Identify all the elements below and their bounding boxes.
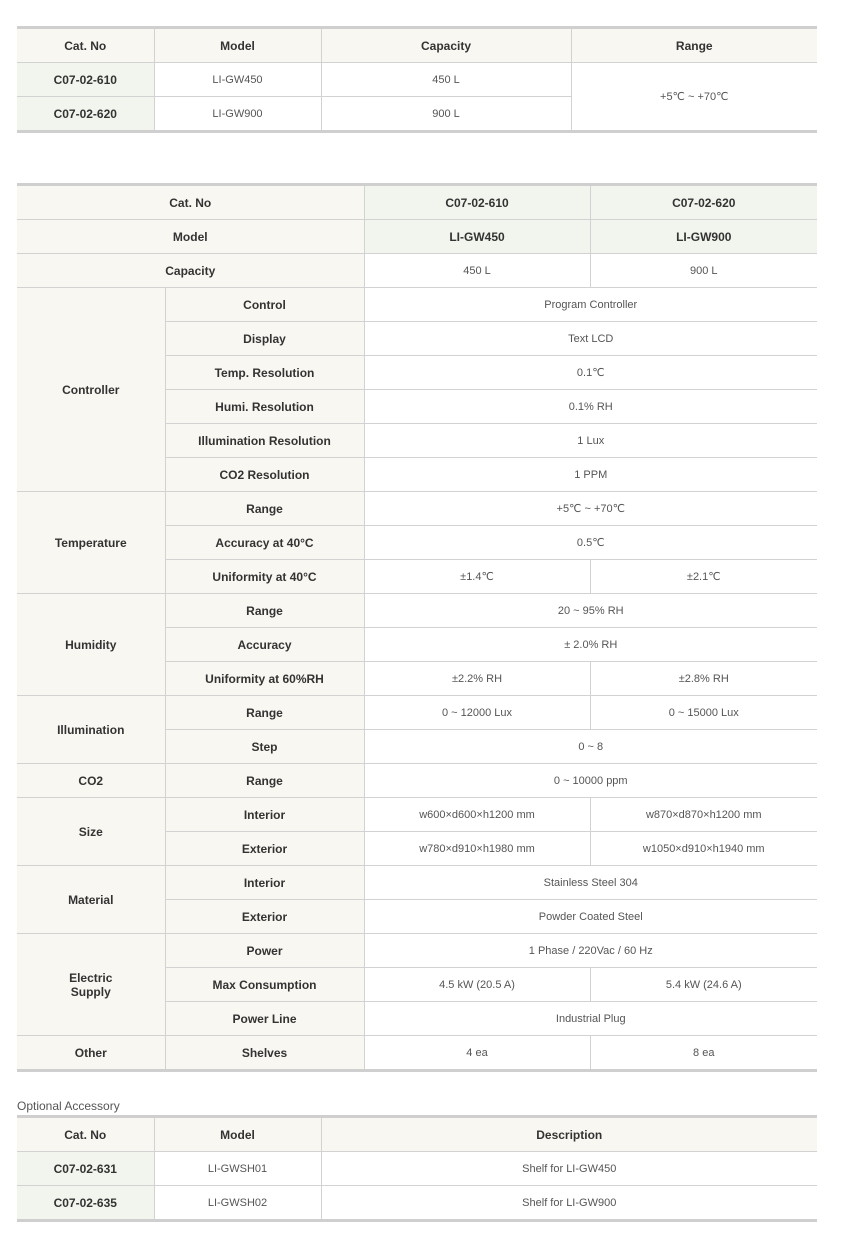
row-value: 1 PPM (364, 458, 817, 492)
row-label: Range (165, 764, 364, 798)
header-cat-no: Cat. No (17, 28, 154, 63)
row-value: +5℃ ~ +70℃ (364, 492, 817, 526)
header-cat-no: Cat. No (17, 1117, 154, 1152)
row-label: Max Consumption (165, 968, 364, 1002)
row-label: Uniformity at 60%RH (165, 662, 364, 696)
table-header-row (17, 1117, 817, 1152)
group-temperature: Temperature (17, 492, 165, 594)
row-value: w780×d910×h1980 mm (364, 832, 590, 866)
row-value: 1 Phase / 220Vac / 60 Hz (364, 934, 817, 968)
header-description: Description (321, 1117, 817, 1152)
model-gw450: LI-GW450 (364, 220, 590, 254)
table-row (17, 934, 817, 968)
row-label: Control (165, 288, 364, 322)
row-value: Powder Coated Steel (364, 900, 817, 934)
cat-no-610: C07-02-610 (364, 185, 590, 220)
row-label: Humi. Resolution (165, 390, 364, 424)
row-label: Exterior (165, 900, 364, 934)
header-capacity: Capacity (321, 28, 571, 63)
row-label: CO2 Resolution (165, 458, 364, 492)
cat-no-620: C07-02-620 (590, 185, 817, 220)
group-electric-supply (17, 934, 165, 1036)
row-label: Uniformity at 40°C (165, 560, 364, 594)
table-row (17, 1036, 817, 1071)
cat-label: Cat. No (17, 185, 364, 220)
row-value: w600×d600×h1200 mm (364, 798, 590, 832)
summary-table (17, 26, 817, 133)
table-row (17, 798, 817, 832)
row-value: w870×d870×h1200 mm (590, 798, 817, 832)
row-label: Step (165, 730, 364, 764)
header-model: Model (154, 28, 321, 63)
row-value: 1 Lux (364, 424, 817, 458)
model-gw900: LI-GW900 (590, 220, 817, 254)
group-controller: Controller (17, 288, 165, 492)
cat-no-cell: C07-02-631 (17, 1152, 154, 1186)
row-value: 8 ea (590, 1036, 817, 1071)
row-value: 5.4 kW (24.6 A) (590, 968, 817, 1002)
row-label: Power Line (165, 1002, 364, 1036)
table-header-row (17, 28, 817, 63)
group-humidity: Humidity (17, 594, 165, 696)
spec-row-capacity (17, 254, 817, 288)
row-value: ±2.2% RH (364, 662, 590, 696)
table-row (17, 594, 817, 628)
cat-no-cell: C07-02-610 (17, 63, 154, 97)
row-label: Range (165, 492, 364, 526)
model-label: Model (17, 220, 364, 254)
row-label: Power (165, 934, 364, 968)
model-cell: LI-GW900 (154, 97, 321, 132)
row-value: ±1.4℃ (364, 560, 590, 594)
spec-table (17, 183, 817, 1072)
row-label: Interior (165, 866, 364, 900)
spec-row-cat (17, 185, 817, 220)
row-label: Illumination Resolution (165, 424, 364, 458)
header-range: Range (571, 28, 817, 63)
row-label: Accuracy at 40°C (165, 526, 364, 560)
capacity-cell: 450 L (321, 63, 571, 97)
capacity-value: 900 L (590, 254, 817, 288)
row-value: ±2.1℃ (590, 560, 817, 594)
capacity-label: Capacity (17, 254, 364, 288)
accessory-caption: Optional Accessory (17, 1099, 120, 1113)
cat-no-cell: C07-02-620 (17, 97, 154, 132)
row-value: 0 ~ 10000 ppm (364, 764, 817, 798)
model-cell: LI-GWSH02 (154, 1186, 321, 1221)
model-cell: LI-GW450 (154, 63, 321, 97)
row-label: Exterior (165, 832, 364, 866)
row-value: ±2.8% RH (590, 662, 817, 696)
row-label: Range (165, 594, 364, 628)
group-other: Other (17, 1036, 165, 1071)
row-label: Temp. Resolution (165, 356, 364, 390)
table-row (17, 1186, 817, 1221)
row-label: Interior (165, 798, 364, 832)
row-value: 20 ~ 95% RH (364, 594, 817, 628)
row-value: 0 ~ 15000 Lux (590, 696, 817, 730)
accessory-table (17, 1115, 817, 1222)
group-illumination: Illumination (17, 696, 165, 764)
capacity-value: 450 L (364, 254, 590, 288)
row-value: w1050×d910×h1940 mm (590, 832, 817, 866)
group-line: Electric (69, 970, 113, 985)
table-row (17, 1152, 817, 1186)
row-value: 0.5℃ (364, 526, 817, 560)
row-value: 0 ~ 12000 Lux (364, 696, 590, 730)
description-cell: Shelf for LI-GW450 (321, 1152, 817, 1186)
row-value: Text LCD (364, 322, 817, 356)
row-value: Stainless Steel 304 (364, 866, 817, 900)
table-row (17, 63, 817, 97)
table-row (17, 866, 817, 900)
row-label: Display (165, 322, 364, 356)
model-cell: LI-GWSH01 (154, 1152, 321, 1186)
group-material: Material (17, 866, 165, 934)
range-cell: +5℃ ~ +70℃ (571, 63, 817, 132)
row-value: Program Controller (364, 288, 817, 322)
row-label: Shelves (165, 1036, 364, 1071)
description-cell: Shelf for LI-GW900 (321, 1186, 817, 1221)
table-row (17, 492, 817, 526)
row-value: 4 ea (364, 1036, 590, 1071)
group-co2: CO2 (17, 764, 165, 798)
row-value: 4.5 kW (20.5 A) (364, 968, 590, 1002)
capacity-cell: 900 L (321, 97, 571, 132)
table-row (17, 764, 817, 798)
row-value: ± 2.0% RH (364, 628, 817, 662)
cat-no-cell: C07-02-635 (17, 1186, 154, 1221)
spec-row-model (17, 220, 817, 254)
group-size: Size (17, 798, 165, 866)
table-row (17, 288, 817, 322)
row-value: Industrial Plug (364, 1002, 817, 1036)
row-value: 0.1℃ (364, 356, 817, 390)
row-value: 0.1% RH (364, 390, 817, 424)
row-value: 0 ~ 8 (364, 730, 817, 764)
table-row (17, 696, 817, 730)
row-label: Range (165, 696, 364, 730)
group-line: Supply (70, 984, 111, 999)
header-model: Model (154, 1117, 321, 1152)
row-label: Accuracy (165, 628, 364, 662)
